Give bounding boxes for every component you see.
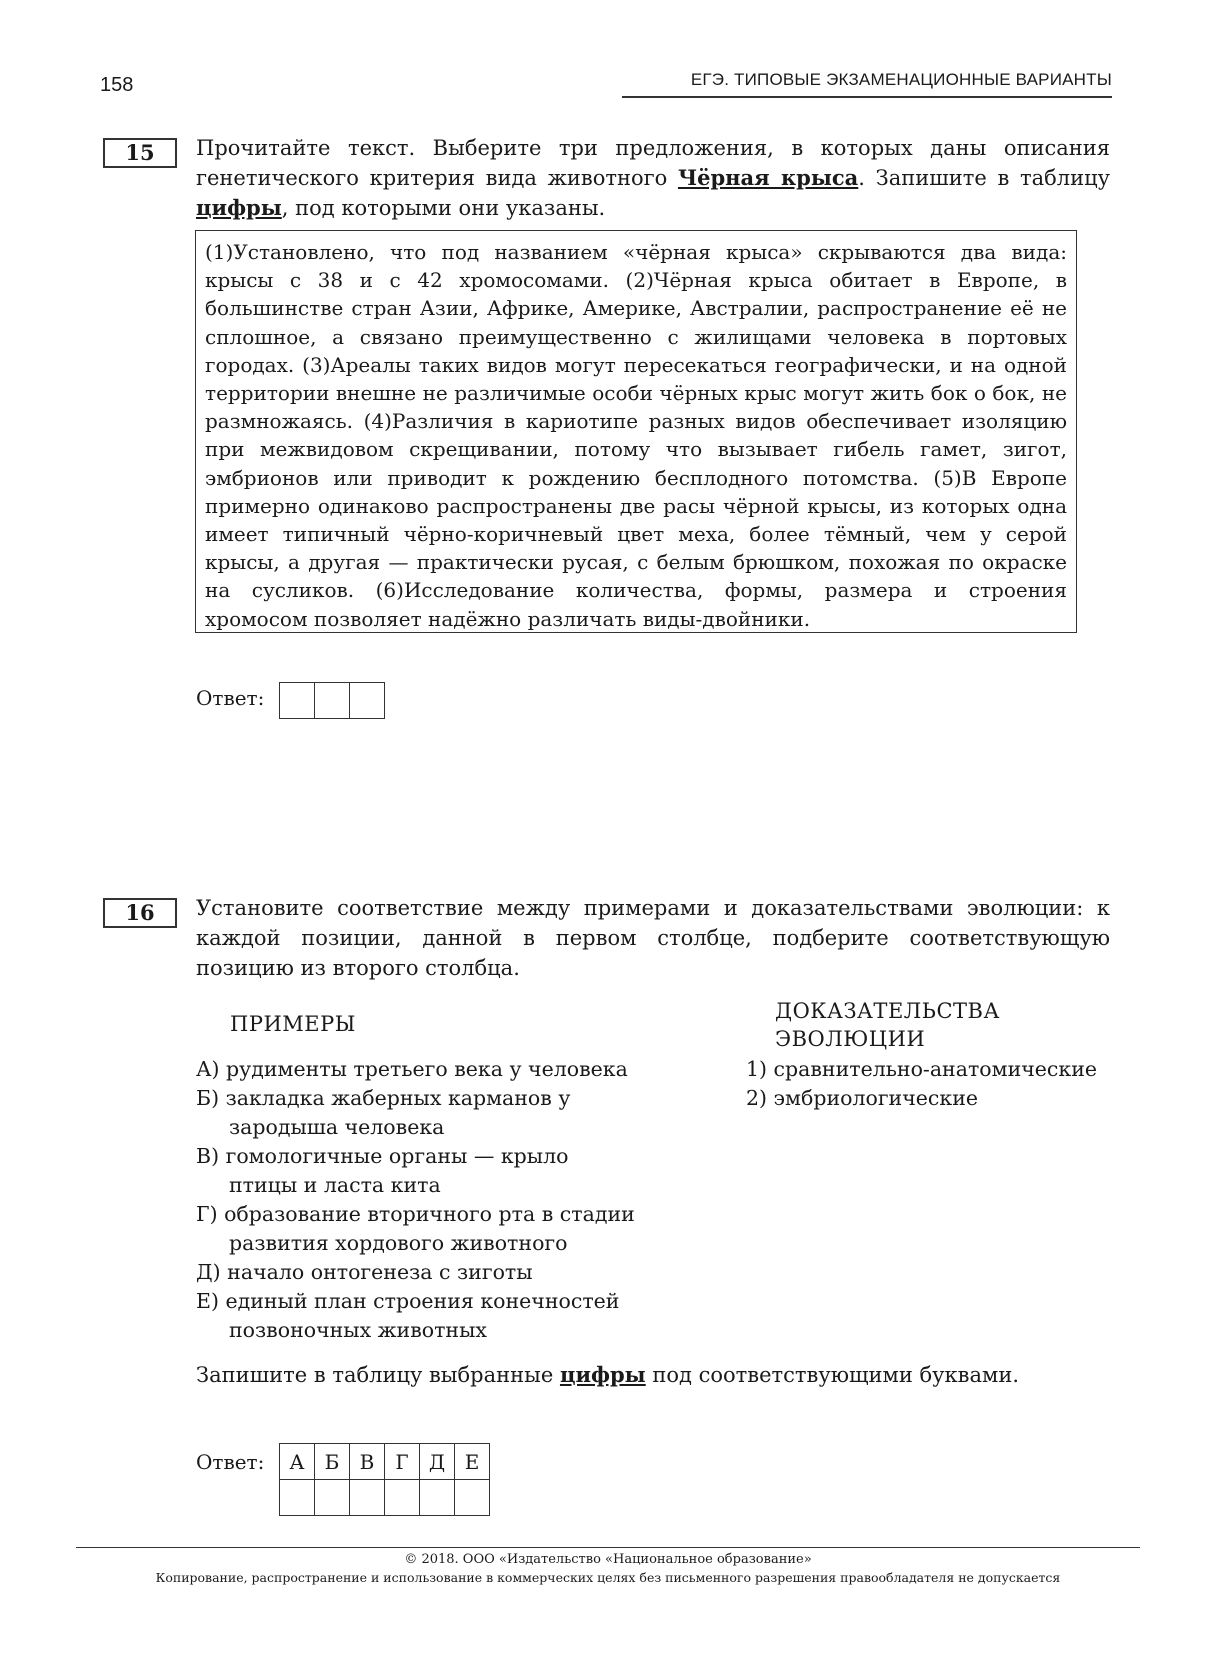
example-item: А) рудименты третьего века у человека [196, 1057, 628, 1081]
evidence-heading: ДОКАЗАТЕЛЬСТВА ЭВОЛЮЦИИ [775, 999, 1000, 1051]
examples-list [196, 1055, 716, 1345]
answer-cell[interactable] [455, 1480, 490, 1516]
task-number-15: 15 [103, 138, 177, 168]
digits-emphasis: цифры [559, 1362, 646, 1387]
examples-heading: ПРИМЕРЫ [230, 1012, 356, 1036]
example-item: Д) начало онтогенеза с зиготы [196, 1260, 533, 1284]
grid-letter: А [280, 1444, 315, 1480]
page-number: 158 [100, 74, 134, 96]
running-header-title: ЕГЭ. ТИПОВЫЕ ЭКЗАМЕНАЦИОННЫЕ ВАРИАНТЫ [690, 70, 1112, 89]
task-15-passage: (1)Установлено, что под названием «чёрная крыса» скрываются два вида: крысы с 38 и с 42 хромосомами. (2)Чёрная крыса обитает в Европе, в большинстве стран Азии, Африке, Америке, Австралии, распространение её не сплошное, а связано преимущественно с жилищами человека в портовых городах. (3)Ареалы таких видов могут пересекаться географически, и на одной территории внешне не различимые особи чёрных крыс могут жить бок о бок, не размножаясь. (4)Различия в кариотипе разных видов обеспечивает изоляцию при межвидовом скрещивании, потому что вызывает гибель гамет, зигот, эмбрионов или приводит к рождению бесплодного потомства. (5)В Европе примерно одинаково распространены две расы чёрной крысы, из которых одна имеет типичный чёрно-коричневый цвет меха, более тёмный, чем у серой крысы, а другая — практически русая, с белым брюшком, похожая по окраске на сусликов. (6)Исследование количества, формы, размера и строения хромосом позволяет надёжно различать виды-двойники. [195, 230, 1077, 633]
evidence-list [746, 1055, 1136, 1113]
task-16-prompt: Установите соответствие между примерами и доказательствами эволюции: к каждой позиции, данной в первом столбце, подберите соответствующую позицию из второго столбца. [196, 896, 1110, 980]
footer-notice: Копирование, распространение и использование в коммерческих целях без письменного разрешения правообладателя не допускается [155, 1570, 1061, 1585]
task-16-instruction: Запишите в таблицу выбранные цифры под соответствующими буквами. [196, 1362, 1020, 1387]
answer-grid-16 [279, 1443, 490, 1516]
example-item: Е) единый план строения конечностей позвоночных животных [196, 1289, 620, 1342]
answer-cell[interactable] [420, 1480, 455, 1516]
grid-letter: Б [315, 1444, 350, 1480]
footer-copyright: © 2018. ООО «Издательство «Национальное образование» [404, 1552, 812, 1567]
answer-cell[interactable] [315, 683, 350, 719]
species-name: Чёрная крыса [677, 165, 859, 190]
digits-emphasis: цифры [196, 195, 282, 220]
answer-cell[interactable] [385, 1480, 420, 1516]
example-item: В) гомологичные органы — крыло птицы и ласта кита [196, 1144, 569, 1197]
answer-cell[interactable] [350, 1480, 385, 1516]
answer-label-16: Ответ: [196, 1450, 265, 1474]
grid-letter: Г [385, 1444, 420, 1480]
header-rule [622, 96, 1112, 98]
answer-label-15: Ответ: [196, 686, 265, 710]
example-item: Г) образование вторичного рта в стадии развития хордового животного [196, 1202, 635, 1255]
example-item: Б) закладка жаберных карманов у зародыша человека [196, 1086, 571, 1139]
answer-cell[interactable] [280, 1480, 315, 1516]
answer-cell[interactable] [315, 1480, 350, 1516]
evidence-item: 2) эмбриологические [746, 1086, 978, 1110]
grid-letter: Е [455, 1444, 490, 1480]
grid-letter: Д [420, 1444, 455, 1480]
footer-rule [76, 1547, 1140, 1548]
grid-letter: В [350, 1444, 385, 1480]
task-15-prompt: Прочитайте текст. Выберите три предложения, в которых даны описания генетического критерия вида животного Чёрная крыса. Запишите в таблицу цифры, под которыми они указаны. [196, 136, 1110, 220]
answer-grid-15 [279, 682, 385, 719]
task-number-16: 16 [103, 898, 177, 928]
answer-cell[interactable] [280, 683, 315, 719]
answer-cell[interactable] [350, 683, 385, 719]
evidence-item: 1) сравнительно-анатомические [746, 1057, 1098, 1081]
